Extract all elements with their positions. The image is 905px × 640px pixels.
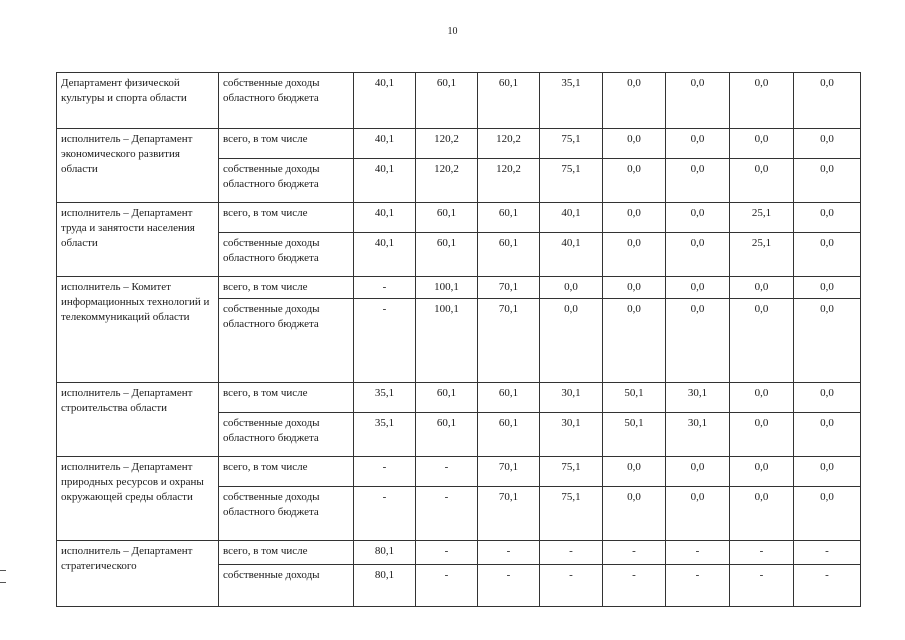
funding-source-cell: всего, в том числе	[219, 277, 354, 299]
value-cell: 30,1	[540, 413, 603, 457]
value-cell: 0,0	[794, 299, 861, 383]
value-cell: 70,1	[478, 487, 540, 541]
funding-source-cell: всего, в том числе	[219, 203, 354, 233]
value-cell: -	[478, 541, 540, 565]
value-cell: 40,1	[540, 203, 603, 233]
value-cell: 0,0	[666, 73, 730, 129]
value-cell: 30,1	[666, 383, 730, 413]
funding-source-cell: собственные доходы областного бюджета	[219, 233, 354, 277]
value-cell: 35,1	[354, 413, 416, 457]
value-cell: -	[730, 541, 794, 565]
value-cell: 60,1	[478, 233, 540, 277]
value-cell: 0,0	[603, 233, 666, 277]
value-cell: 40,1	[354, 73, 416, 129]
page-number: 10	[447, 26, 458, 37]
value-cell: 70,1	[478, 277, 540, 299]
value-cell: 60,1	[478, 413, 540, 457]
value-cell: -	[416, 487, 478, 541]
value-cell: 0,0	[730, 129, 794, 159]
value-cell: 0,0	[794, 383, 861, 413]
value-cell: 60,1	[478, 73, 540, 129]
value-cell: 75,1	[540, 159, 603, 203]
value-cell: 0,0	[603, 299, 666, 383]
margin-mark	[0, 570, 6, 571]
funding-source-cell: собственные доходы областного бюджета	[219, 413, 354, 457]
value-cell: -	[794, 565, 861, 607]
table-row	[57, 203, 861, 233]
value-cell: 35,1	[540, 73, 603, 129]
value-cell: 120,2	[416, 129, 478, 159]
margin-mark	[0, 582, 6, 583]
value-cell: 75,1	[540, 457, 603, 487]
value-cell: 30,1	[666, 413, 730, 457]
table-row	[57, 457, 861, 487]
value-cell: 60,1	[478, 203, 540, 233]
value-cell: 0,0	[603, 457, 666, 487]
value-cell: 75,1	[540, 129, 603, 159]
value-cell: 0,0	[666, 203, 730, 233]
value-cell: 0,0	[794, 233, 861, 277]
value-cell: 0,0	[666, 299, 730, 383]
value-cell: -	[603, 541, 666, 565]
value-cell: 25,1	[730, 233, 794, 277]
value-cell: 0,0	[794, 277, 861, 299]
executor-cell: исполнитель – Департамент экономического развития области	[57, 129, 219, 203]
value-cell: 60,1	[416, 413, 478, 457]
value-cell: 0,0	[794, 413, 861, 457]
value-cell: 75,1	[540, 487, 603, 541]
value-cell: 0,0	[666, 487, 730, 541]
value-cell: 40,1	[354, 129, 416, 159]
table-row	[57, 541, 861, 565]
value-cell: 0,0	[730, 383, 794, 413]
value-cell: 0,0	[603, 159, 666, 203]
value-cell: 40,1	[354, 159, 416, 203]
funding-source-cell: всего, в том числе	[219, 541, 354, 565]
value-cell: 60,1	[416, 203, 478, 233]
executor-cell: исполнитель – Комитет информационных технологий и телекоммуникаций области	[57, 277, 219, 383]
value-cell: 120,2	[478, 159, 540, 203]
funding-source-cell: всего, в том числе	[219, 129, 354, 159]
value-cell: 0,0	[603, 73, 666, 129]
value-cell: 120,2	[416, 159, 478, 203]
value-cell: 60,1	[416, 73, 478, 129]
funding-source-cell: собственные доходы областного бюджета	[219, 487, 354, 541]
value-cell: 50,1	[603, 383, 666, 413]
value-cell: 0,0	[730, 277, 794, 299]
table-row	[57, 73, 861, 129]
value-cell: 40,1	[354, 233, 416, 277]
value-cell: 0,0	[666, 277, 730, 299]
value-cell: 0,0	[794, 73, 861, 129]
value-cell: 60,1	[416, 383, 478, 413]
value-cell: 25,1	[730, 203, 794, 233]
table-row	[57, 129, 861, 159]
value-cell: -	[354, 457, 416, 487]
executor-cell: исполнитель – Департамент природных ресурсов и охраны окружающей среды области	[57, 457, 219, 541]
value-cell: 35,1	[354, 383, 416, 413]
value-cell: 100,1	[416, 299, 478, 383]
value-cell: 100,1	[416, 277, 478, 299]
value-cell: 0,0	[730, 299, 794, 383]
executor-cell: исполнитель – Департамент стратегического	[57, 541, 219, 607]
value-cell: 120,2	[478, 129, 540, 159]
value-cell: -	[416, 565, 478, 607]
value-cell: -	[354, 487, 416, 541]
funding-source-cell: всего, в том числе	[219, 457, 354, 487]
value-cell: 0,0	[730, 487, 794, 541]
value-cell: -	[794, 541, 861, 565]
value-cell: 0,0	[603, 203, 666, 233]
table-row	[57, 277, 861, 299]
budget-table	[56, 72, 861, 607]
value-cell: 40,1	[354, 203, 416, 233]
value-cell: 80,1	[354, 541, 416, 565]
value-cell: 60,1	[416, 233, 478, 277]
value-cell: 0,0	[603, 277, 666, 299]
value-cell: -	[666, 565, 730, 607]
value-cell: 0,0	[730, 73, 794, 129]
value-cell: 40,1	[540, 233, 603, 277]
value-cell: -	[478, 565, 540, 607]
value-cell: 0,0	[666, 129, 730, 159]
value-cell: 70,1	[478, 299, 540, 383]
executor-cell: исполнитель – Департамент труда и занятости населения области	[57, 203, 219, 277]
value-cell: 0,0	[666, 457, 730, 487]
executor-cell: исполнитель – Департамент строительства области	[57, 383, 219, 457]
funding-source-cell: собственные доходы областного бюджета	[219, 299, 354, 383]
value-cell: 80,1	[354, 565, 416, 607]
funding-source-cell: всего, в том числе	[219, 383, 354, 413]
value-cell: 0,0	[603, 487, 666, 541]
value-cell: 50,1	[603, 413, 666, 457]
value-cell: 0,0	[730, 159, 794, 203]
value-cell: 0,0	[794, 129, 861, 159]
funding-source-cell: собственные доходы областного бюджета	[219, 73, 354, 129]
value-cell: 0,0	[794, 159, 861, 203]
value-cell: -	[603, 565, 666, 607]
value-cell: -	[354, 299, 416, 383]
value-cell: 60,1	[478, 383, 540, 413]
funding-source-cell: собственные доходы	[219, 565, 354, 607]
value-cell: -	[416, 457, 478, 487]
value-cell: 0,0	[794, 457, 861, 487]
value-cell: 0,0	[794, 203, 861, 233]
value-cell: 0,0	[603, 129, 666, 159]
value-cell: 0,0	[540, 277, 603, 299]
value-cell: 0,0	[730, 457, 794, 487]
value-cell: 0,0	[794, 487, 861, 541]
value-cell: 0,0	[540, 299, 603, 383]
table-row	[57, 383, 861, 413]
value-cell: 0,0	[730, 413, 794, 457]
executor-cell: Департамент физической культуры и спорта области	[57, 73, 219, 129]
value-cell: 30,1	[540, 383, 603, 413]
value-cell: -	[730, 565, 794, 607]
value-cell: 0,0	[666, 159, 730, 203]
value-cell: 70,1	[478, 457, 540, 487]
value-cell: -	[416, 541, 478, 565]
value-cell: -	[354, 277, 416, 299]
value-cell: 0,0	[666, 233, 730, 277]
funding-source-cell: собственные доходы областного бюджета	[219, 159, 354, 203]
value-cell: -	[666, 541, 730, 565]
value-cell: -	[540, 565, 603, 607]
value-cell: -	[540, 541, 603, 565]
